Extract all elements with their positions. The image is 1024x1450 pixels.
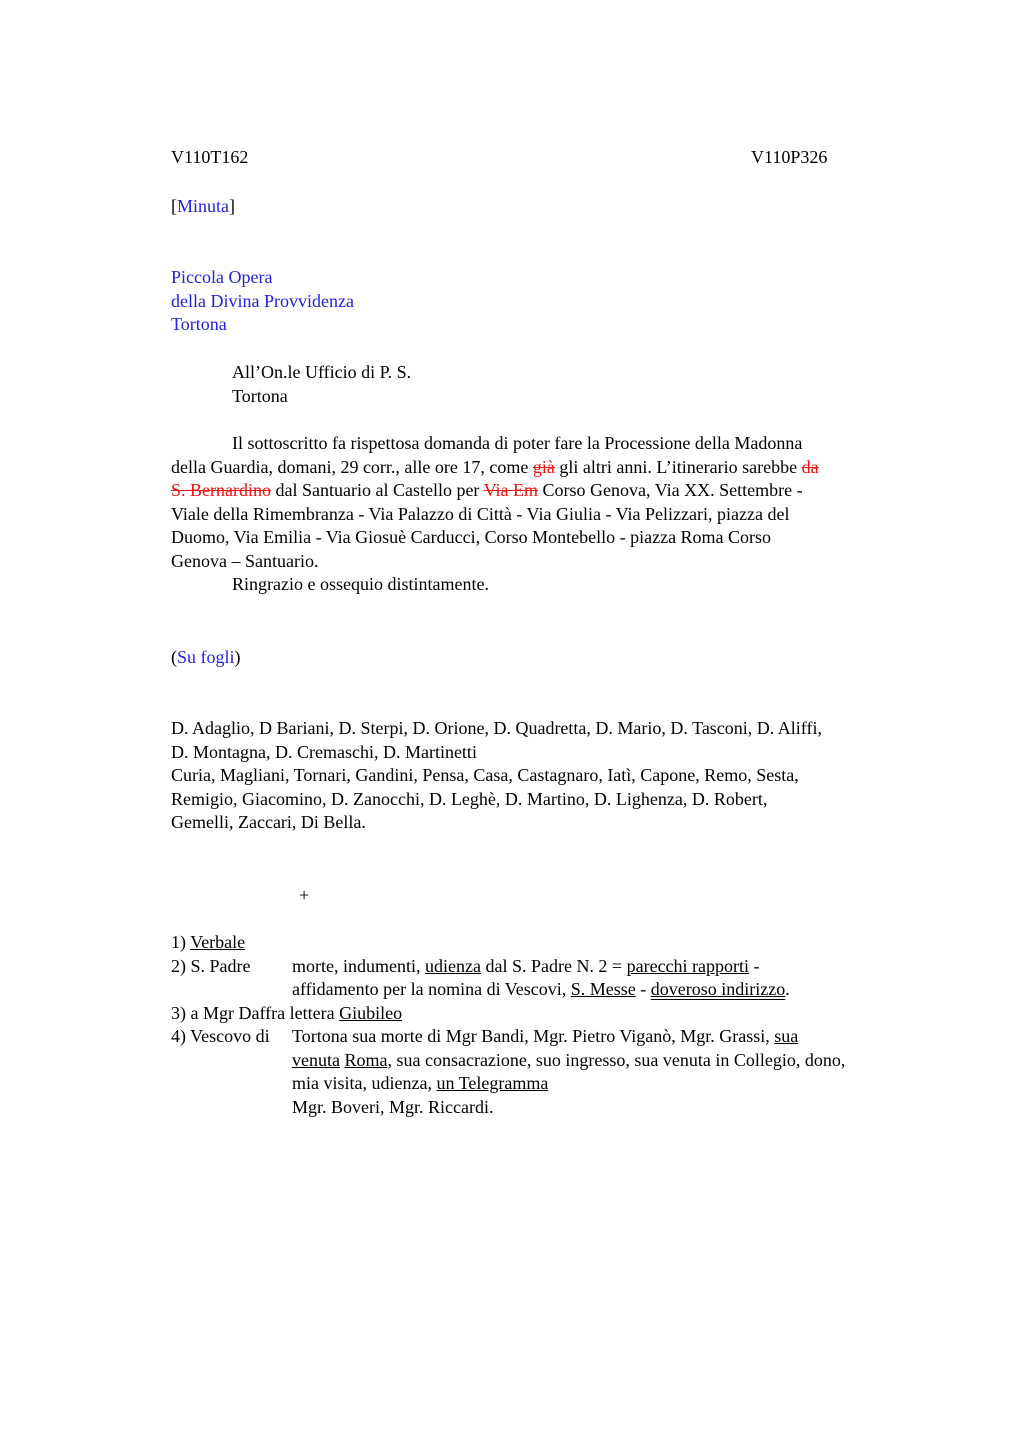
- letter-line: Viale della Rimembranza - Via Palazzo di Città - Via Giulia - Via Pelizzari, piazza del: [171, 503, 790, 524]
- letter-closing: Ringrazio e ossequio distintamente.: [232, 574, 489, 594]
- sender-line: della Divina Provvidenza: [171, 290, 354, 311]
- underlined-text: Verbale: [190, 932, 246, 952]
- fogli-label: Su fogli: [177, 647, 235, 667]
- agenda-item: 2) S. Padre morte, indumenti, udienza dal S. Padre N. 2 = parecchi rapporti - affidamento per la nomina di Vescovi, S. Messe - doveroso indirizzo.: [171, 955, 931, 1002]
- names-line: D. Montagna, D. Cremaschi, D. Martinetti: [171, 741, 477, 762]
- underlined-text: parecchi rapporti: [626, 955, 750, 976]
- sender-block: [171, 266, 354, 337]
- letter-body: [171, 432, 931, 597]
- underlined-text: Roma: [344, 1049, 388, 1070]
- recipient-block: [232, 361, 411, 408]
- agenda-list: [171, 931, 931, 1119]
- agenda-item: 4) Vescovo di Tortona sua morte di Mgr Bandi, Mgr. Pietro Viganò, Mgr. Grassi, sua venuta Roma, sua consacrazione, suo ingresso, sua venuta in Collegio, dono, mia visita, udienza, un Telegramma Mgr. Boveri, Mgr. Riccardi.: [171, 1025, 931, 1119]
- letter-line: Duomo, Via Emilia - Via Giosuè Carducci, Corso Montebello - piazza Roma Corso: [171, 527, 772, 547]
- letter-line: Genova – Santuario.: [171, 550, 319, 571]
- letter-line: Il sottoscritto fa rispettosa domanda di poter fare la Processione della Madonna: [232, 433, 803, 453]
- struck-text: Via Em: [483, 480, 539, 500]
- agenda-item: 1) Verbale: [171, 932, 246, 952]
- editorial-note: [171, 195, 235, 219]
- underlined-text: Giubileo: [339, 1002, 403, 1023]
- names-line: D. Adaglio, D Bariani, D. Sterpi, D. Orione, D. Quadretta, D. Mario, D. Tasconi, D. Aliffi,: [171, 718, 822, 738]
- underlined-text: sua: [774, 1026, 799, 1046]
- recipient-line: Tortona: [232, 385, 288, 406]
- sender-line: Tortona: [171, 314, 227, 334]
- bracket-close: ]: [229, 196, 235, 216]
- document-code-right: V110P326: [751, 147, 828, 167]
- struck-text: già: [532, 456, 555, 477]
- struck-text: S. Bernardino: [171, 480, 271, 500]
- agenda-item: 3) a Mgr Daffra lettera Giubileo: [171, 1002, 403, 1023]
- underlined-text: S. Messe: [570, 979, 636, 999]
- names-line: Gemelli, Zaccari, Di Bella.: [171, 812, 366, 832]
- underlined-text: udienza: [424, 955, 481, 976]
- names-list: [171, 717, 931, 835]
- sender-line: Piccola Opera: [171, 267, 273, 287]
- cross-mark: +: [299, 885, 310, 905]
- bracket-open: [: [171, 196, 177, 216]
- underlined-text: venuta: [292, 1049, 340, 1070]
- underlined-text: un Telegramma: [436, 1073, 549, 1093]
- names-line: Remigio, Giacomino, D. Zanocchi, D. Leghè, D. Martino, D. Lighenza, D. Robert,: [171, 788, 768, 809]
- letter-line: della Guardia, domani, 29 corr., alle ore 17, come già gli altri anni. L’itinerario sarebbe da: [171, 456, 819, 477]
- struck-text: da: [801, 456, 819, 477]
- recipient-line: All’On.le Ufficio di P. S.: [232, 362, 412, 382]
- letter-line: S. Bernardino dal Santuario al Castello per Via Em Corso Genova, Via XX. Settembre -: [171, 480, 803, 500]
- agenda-label: 2) S. Padre: [171, 955, 251, 976]
- double-underlined-text: doveroso indirizzo: [650, 979, 786, 999]
- agenda-label: 4) Vescovo di: [171, 1026, 270, 1046]
- note-label: Minuta: [177, 196, 229, 216]
- document-code-left: V110T162: [171, 147, 249, 167]
- fogli-note: (Su fogli): [171, 647, 241, 667]
- names-line: Curia, Magliani, Tornari, Gandini, Pensa, Casa, Castagnaro, Iatì, Capone, Remo, Sesta,: [171, 765, 799, 785]
